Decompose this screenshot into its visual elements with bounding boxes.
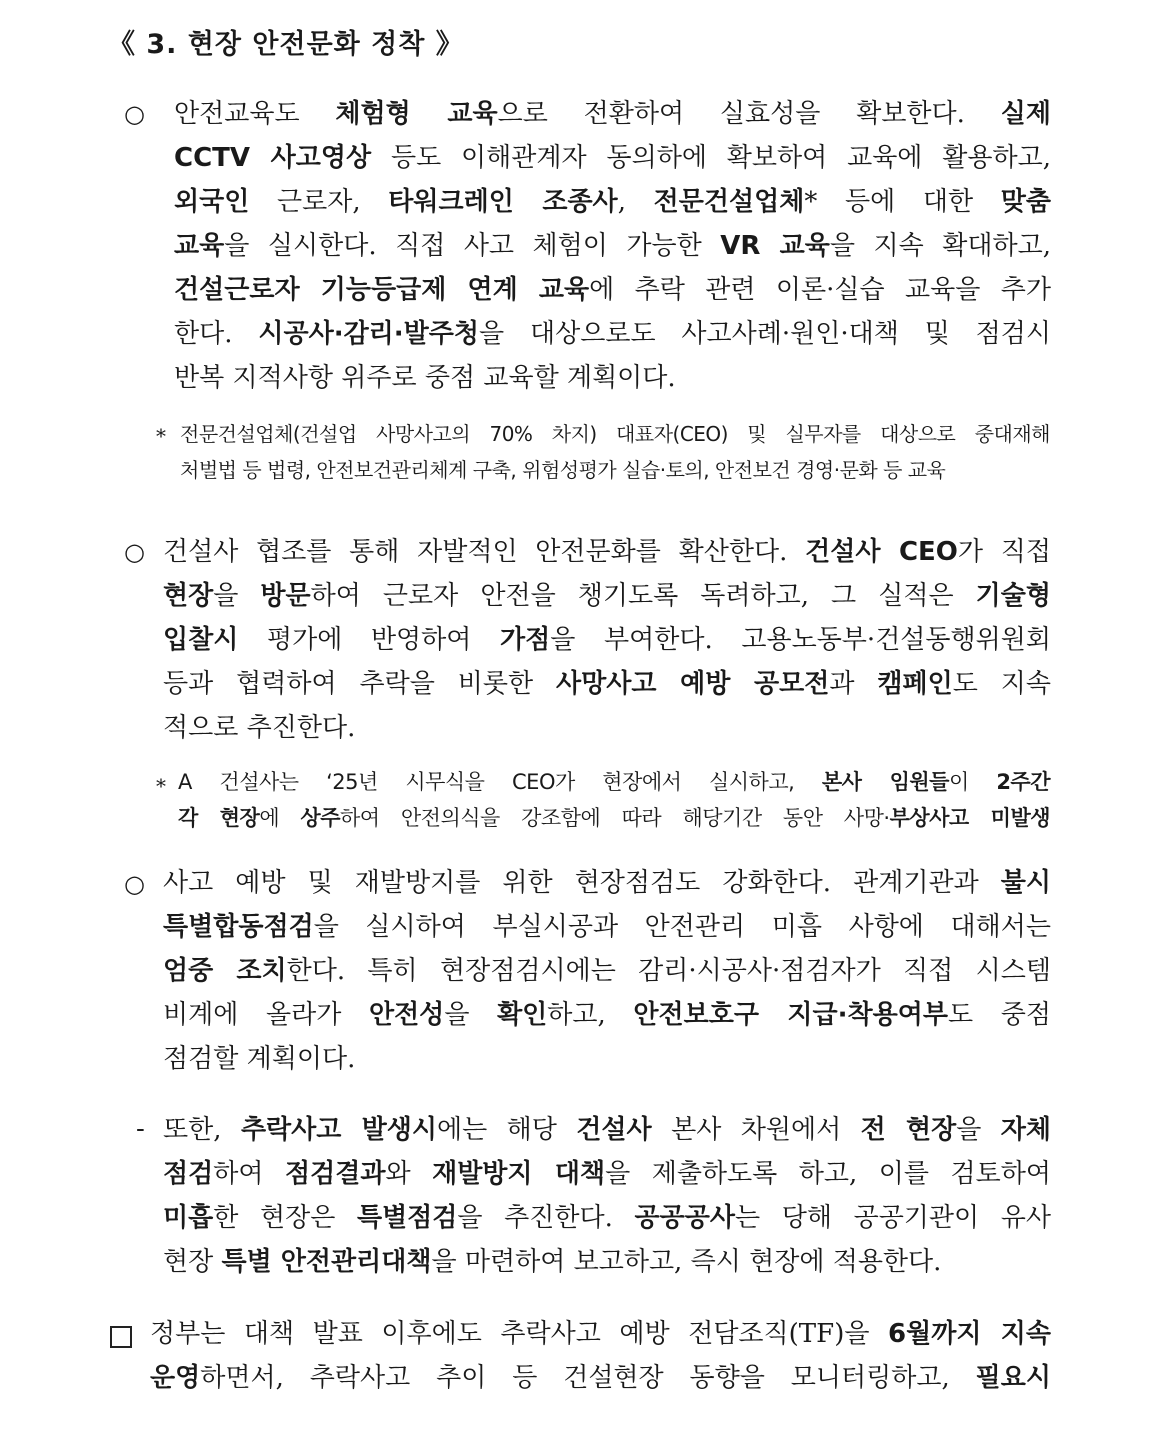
paragraph-government-tf: 정부는 대책 발표 이후에도 추락사고 예방 전담조직(TF)을 6월까지 지속 운영하면서, 추락사고 추이 등 건설현장 동향을 모니터링하고, 필요시 [150, 1319, 1051, 1393]
footnote-company-example: A 건설사는 ‘25년 시무식을 CEO가 현장에서 실시하고, 본사 임원들이 2주간 각 현장에 상주하여 안전의식을 강조함에 따라 해당기간 동안 사망·부상사고 미발생 [178, 770, 1051, 830]
paragraph-site-inspection: 사고 예방 및 재발방지를 위한 현장점검도 강화한다. 관계기관과 불시 특별합동점검을 실시하여 부실시공과 안전관리 미흡 사항에 대해서는 엄중 조치한다. 특히 현장점검시에는 감리·시공사·점검자가 직접 시스템 비계에 올라가 안전성을 확인하고, 안전보호구 지급·착용여부도 중점 점검할 계획이다. [163, 868, 1051, 1074]
asterisk-marker-2: * [156, 774, 166, 798]
asterisk-marker-1: * [156, 424, 166, 448]
paragraph-fall-accident-response: 또한, 추락사고 발생시에는 해당 건설사 본사 차원에서 전 현장을 자체 점검하여 점검결과와 재발방지 대책을 제출하도록 하고, 이를 검토하여 미흡한 현장은 특별점검을 추진한다. 공공공사는 당해 공공기관이 유사 현장 특별 안전관리대책을 마련하여 보고하고, 즉시 현장에 적용한다. [163, 1115, 1052, 1277]
paragraph-education: 안전교육도 체험형 교육으로 전환하여 실효성을 확보한다. 실제 CCTV 사고영상 등도 이해관계자 동의하에 확보하여 교육에 활용하고, 외국인 근로자, 타워크레인 조종사, 전문건설업체* 등에 대한 맞춤 교육을 실시한다. 직접 사고 체험이 가능한 VR 교육을 지속 확대하고, 건설근로자 기능등급제 연계 교육에 추락 관련 이론·실습 교육을 추가 한다. 시공사·감리·발주청을 대상으로도 사고사례·원인·대책 및 점검시 반복 지적사항 위주로 중점 교육할 계획이다. [174, 99, 1052, 393]
paragraph-safety-culture: 건설사 협조를 통해 자발적인 안전문화를 확산한다. 건설사 CEO가 직접 현장을 방문하여 근로자 안전을 챙기도록 독려하고, 그 실적은 기술형 입찰시 평가에 반영하여 가점을 부여한다. 고용노동부·건설동행위원회 등과 협력하여 추락을 비롯한 사망사고 예방 공모전과 캠페인도 지속 적으로 추진한다. [163, 537, 1052, 743]
dash-marker: - [136, 1114, 145, 1144]
circle-bullet-2: ○ [124, 538, 145, 566]
footnote-specialty-contractors: 전문건설업체(건설업 사망사고의 70% 차지) 대표자(CEO) 및 실무자를 대상으로 중대재해 처벌법 등 법령, 안전보건관리체계 구축, 위험성평가 실습·토의, 안전보건 경영·문화 등 교육 [180, 422, 1050, 482]
circle-bullet-3: ○ [124, 870, 145, 898]
section-title: 《 3. 현장 안전문화 정착 》 [108, 29, 464, 60]
checkbox-square-bullet [110, 1326, 132, 1348]
circle-bullet-1: ○ [124, 100, 145, 128]
